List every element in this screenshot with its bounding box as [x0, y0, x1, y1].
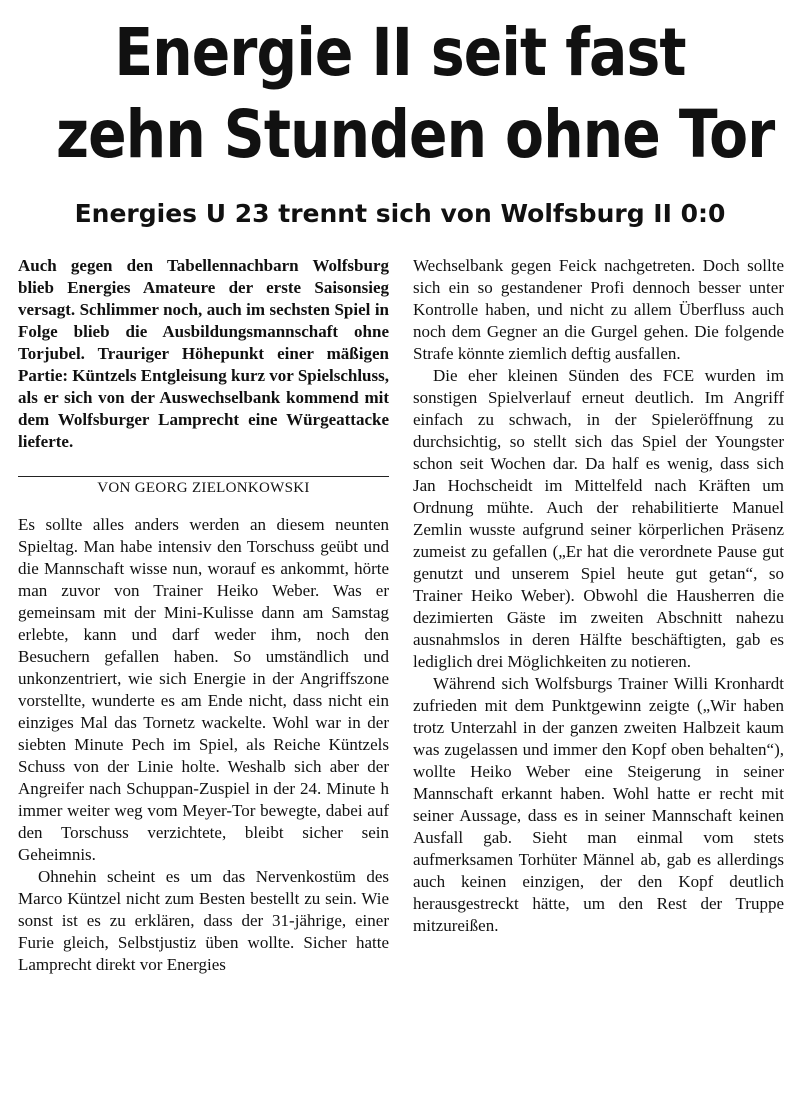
body-paragraph-2-continued: Wechselbank gegen Feick nachgetreten. Doch sollte sich ein so gestandener Profi dennoch besser unter Kontrolle haben, und nicht zu allem Überfluss auch noch dem Gegner an die Gurgel gehen. Die folgende Strafe könnte ziemlich deftig ausfallen. [413, 256, 784, 363]
body-paragraph-3: Die eher kleinen Sünden des FCE wurden im sonstigen Spielverlauf erneut deutlich. Im Angriff einfach zu schwach, in der Spieleröffnung zu durchsichtig, so stellt sich das Spiel der Youngster schon seit Wochen dar. Da half es wenig, dass sich Jan Hochscheidt im Mittelfeld nach Kräften um Ordnung mühte. Auch der rehabilitierte Manuel Zemlin wusste aufgrund seiner körperlichen Präsenz zumeist zu gefallen („Er hat die verordnete Pause gut genutzt und unserem Spiel heute gut getan“, so Trainer Heiko Weber). Obwohl die Hausherren die dezimierten Gäste im zweiten Abschnitt nahezu ausnahmslos in deren Hälfte beschäftigten, gab es lediglich drei Möglichkeiten zu notieren. [413, 366, 784, 671]
headline-line-2: zehn Stunden ohne Tor [56, 96, 775, 173]
body-paragraph-4: Während sich Wolfsburgs Trainer Willi Kronhardt zufrieden mit dem Punktgewinn zeigte („Wir haben trotz Unterzahl in der ganzen zweiten Halbzeit kaum was zugelassen und immer den Kopf oben behalten“), wollte Heiko Weber eine Steigerung in seiner Mannschaft erkannt haben. Wohl hatte er recht mit seiner Aussage, dass es in seiner Mannschaft keinen Ausfall gab. Sieht man einmal vom stets aufmerksamen Torhüter Männel ab, gab es allerdings auch keinen einzigen, der den Kopf deutlich herausgestreckt hätte, um den Rest der Truppe mitzureißen. [413, 674, 784, 935]
body-paragraph-1: Es sollte alles anders werden an diesem neunten Spieltag. Man habe intensiv den Torschuss geübt und die Mannschaft wisse nun, worauf es ankommt, hörte man zuvor von Trainer Heiko Weber. Was er gemeinsam mit der Mini-Kulisse dann am Samstag erlebte, kann und darf weder ihm, noch den Besuchern gefallen haben. So umständlich und unkonzentriert, wie sich Energie in der Angriffszone vorstellte, wunderte es am Ende nicht, dass nicht ein einziges Mal das Tornetz wackelte. Wohl war in der siebten Minute Pech im Spiel, als Reiche Küntzels Schuss von der Linie holte. Weshalb sich aber der Angreifer nach Schuppan-Zuspiel in der 24. Minute h immer weiter weg vom Meyer-Tor bewegte, dabei auf den Torschuss verzichtete, bleibt sicher sein Geheimnis. [18, 515, 389, 864]
byline-divider [18, 476, 389, 477]
column-right [413, 255, 784, 937]
body-paragraph-2: Ohnehin scheint es um das Nervenkostüm des Marco Küntzel nicht zum Besten bestellt zu sein. Wie sonst ist es zu erklären, dass der 31-jährige, einer Furie gleich, Selbstjustiz üben wollte. Sicher hatte Lamprecht direkt vor Energies [18, 867, 389, 974]
byline: VON GEORG ZIELONKOWSKI [97, 480, 310, 496]
headline-line-1: Energie II seit fast [114, 14, 686, 91]
subheadline: Energies U 23 trennt sich von Wolfsburg II 0:0 [74, 199, 726, 228]
lead-paragraph: Auch gegen den Tabellennachbarn Wolfsburg blieb Energies Amateure der erste Saisonsieg versagt. Schlimmer noch, auch im sechsten Spiel in Folge blieb die Ausbildungsmannschaft ohne Torjubel. Trauriger Höhepunkt einer mäßigen Partie: Küntzels Entgleisung kurz vor Spielschluss, als er sich von der Auswechselbank kommend mit dem Wolfsburger Lamprecht eine Würgeattacke lieferte. [18, 256, 389, 451]
column-left [18, 255, 389, 976]
headline [56, 12, 775, 176]
